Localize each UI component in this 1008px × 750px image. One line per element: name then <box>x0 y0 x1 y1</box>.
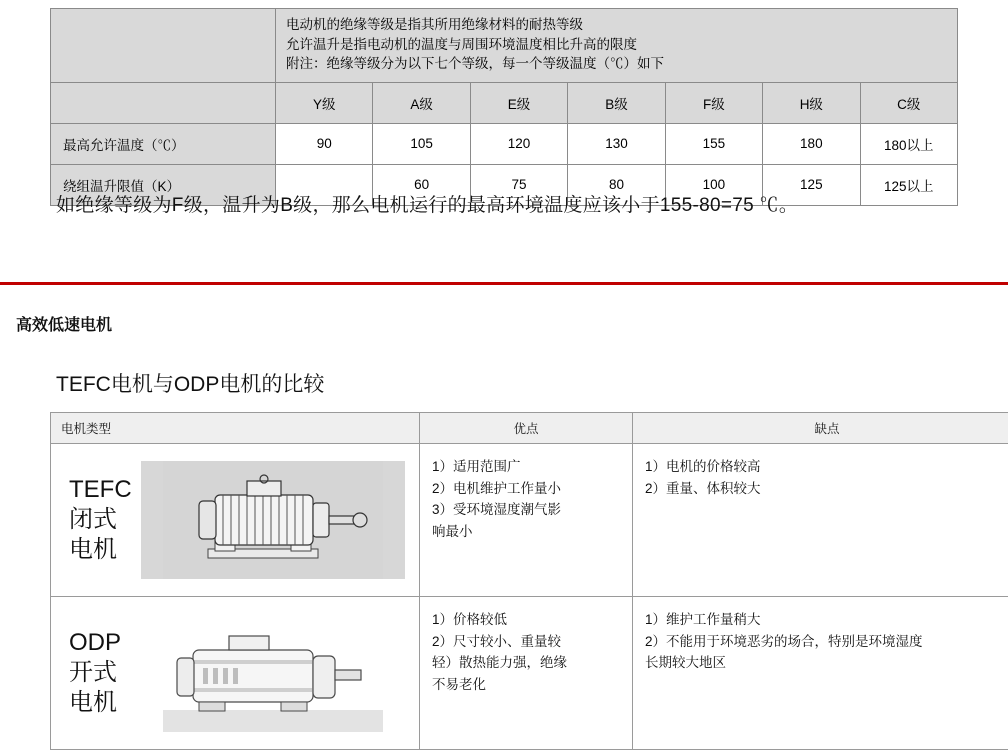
insulation-class-table <box>50 8 958 206</box>
temp-rise-e: 75 <box>470 164 567 205</box>
odp-con-2: 2）不能用于环境恶劣的场合，特别是环境湿度 <box>645 631 1008 653</box>
max-temp-c: 180以上 <box>860 123 957 164</box>
tefc-con-1: 1）电机的价格较高 <box>645 456 1008 478</box>
class-header-y: Y级 <box>276 82 373 123</box>
lead-sentence: 如绝缘等级为F级，温升为B级，那么电机运行的最高环境温度应该小于155-80=75 ℃。 <box>56 190 798 217</box>
class-header-a: A级 <box>373 82 470 123</box>
row-label-max-temp: 最高允许温度（℃） <box>51 123 276 164</box>
max-temp-e: 120 <box>470 123 567 164</box>
odp-cons-cell <box>633 597 1008 750</box>
max-temp-f: 155 <box>665 123 762 164</box>
row-label-temp-rise: 绕组温升限值（K） <box>51 164 276 205</box>
odp-type-cell <box>51 597 420 750</box>
table-row <box>51 9 958 83</box>
sub-heading: TEFC电机与ODP电机的比较 <box>56 368 324 398</box>
odp-pros-cell <box>420 597 633 750</box>
cmp-header-pros: 优点 <box>420 413 633 444</box>
note-line-3: 附注：绝缘等级分为以下七个等级，每一个等级温度（℃）如下 <box>286 54 947 74</box>
max-temp-a: 105 <box>373 123 470 164</box>
odp-pro-1: 1）价格较低 <box>432 609 622 631</box>
max-temp-b: 130 <box>568 123 665 164</box>
odp-motor-image <box>141 614 405 732</box>
odp-con-2-cont: 长期较大地区 <box>645 652 1008 674</box>
temp-rise-b: 80 <box>568 164 665 205</box>
cmp-header-cons: 缺点 <box>633 413 1008 444</box>
class-header-c: C级 <box>860 82 957 123</box>
tefc-pro-3: 3）受环境湿度潮气影 <box>432 499 622 521</box>
max-temp-y: 90 <box>276 123 373 164</box>
temp-rise-a: 60 <box>373 164 470 205</box>
tefc-pro-1: 1）适用范围广 <box>432 456 622 478</box>
odp-pro-2: 2）尺寸较小、重量较 <box>432 631 622 653</box>
insulation-note-cell <box>276 9 958 83</box>
tefc-motor-image <box>141 461 405 579</box>
section-divider <box>0 282 1008 285</box>
temp-rise-c: 125以上 <box>860 164 957 205</box>
class-header-b: B级 <box>568 82 665 123</box>
table-row <box>51 123 958 164</box>
temp-rise-h: 125 <box>763 164 860 205</box>
class-header-f: F级 <box>665 82 762 123</box>
class-header-h: H级 <box>763 82 860 123</box>
tefc-pros-cell <box>420 444 633 597</box>
cmp-header-type: 电机类型 <box>51 413 420 444</box>
tefc-pro-3-cont: 响最小 <box>432 521 622 543</box>
odp-con-1: 1）维护工作量稍大 <box>645 609 1008 631</box>
table-row <box>51 597 1008 750</box>
insulation-rowlabel-header <box>51 82 276 123</box>
tefc-pro-2: 2）电机维护工作量小 <box>432 478 622 500</box>
max-temp-h: 180 <box>763 123 860 164</box>
note-line-1: 电动机的绝缘等级是指其所用绝缘材料的耐热等级 <box>286 15 947 35</box>
tefc-cons-cell <box>633 444 1008 597</box>
page-title: 高效低速电机 <box>16 312 112 335</box>
table-row <box>51 82 958 123</box>
table-row <box>51 444 1008 597</box>
comparison-table <box>50 412 958 750</box>
odp-type-label: ODP 开式 电机 <box>51 628 141 718</box>
odp-pro-2-cont: 轻）散热能力强，绝缘 <box>432 652 622 674</box>
note-line-2: 允许温升是指电动机的温度与周围环境温度相比升高的限度 <box>286 35 947 55</box>
odp-pro-2-cont2: 不易老化 <box>432 674 622 696</box>
tefc-type-label: TEFC 闭式 电机 <box>51 475 141 565</box>
tefc-con-2: 2）重量、体积较大 <box>645 478 1008 500</box>
tefc-type-cell <box>51 444 420 597</box>
table-row <box>51 413 1008 444</box>
insulation-table-corner-cell <box>51 9 276 83</box>
class-header-e: E级 <box>470 82 567 123</box>
temp-rise-f: 100 <box>665 164 762 205</box>
